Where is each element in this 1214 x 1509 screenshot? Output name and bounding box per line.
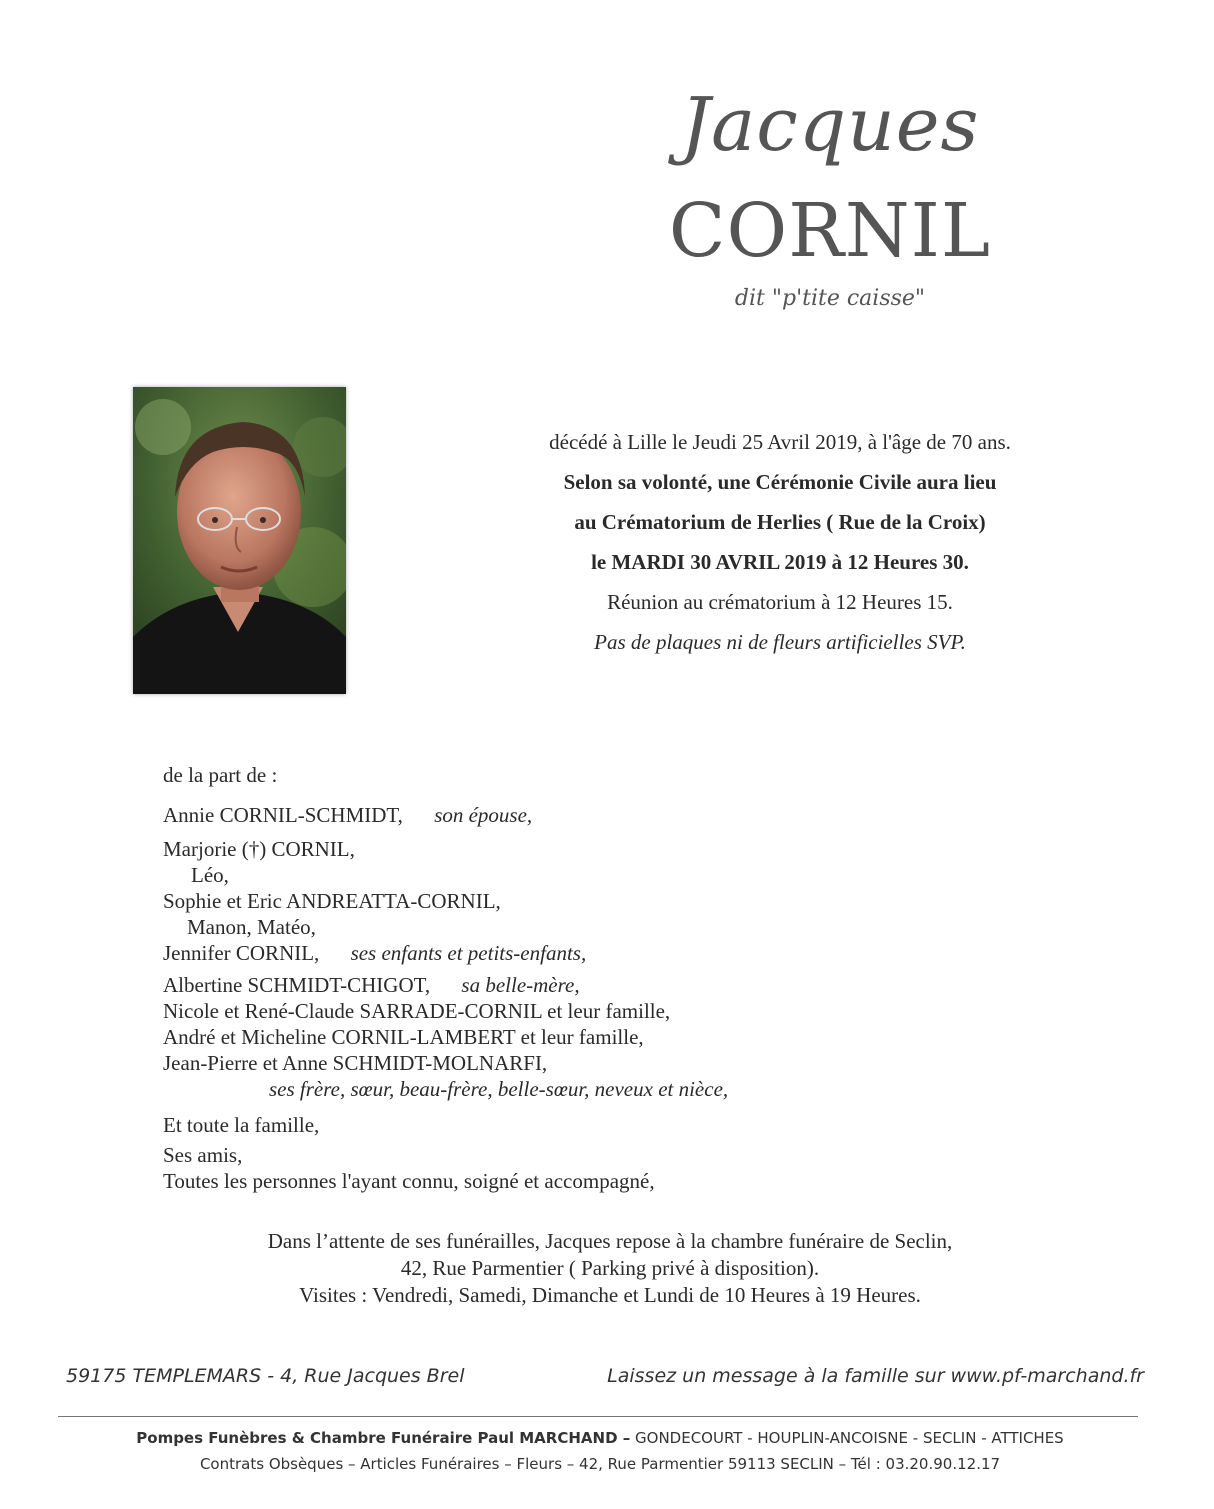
ceremony-line: Selon sa volonté, une Cérémonie Civile aura lieu [563, 470, 997, 494]
family-list [163, 762, 728, 1194]
ceremony-date: le MARDI 30 AVRIL 2019 à 12 Heures 30. [591, 550, 969, 574]
first-name: Jacques [680, 82, 980, 168]
company-towns: GONDECOURT - HOUPLIN-ANCOISNE - SECLIN - ATTICHES [630, 1429, 1064, 1447]
footer-divider [58, 1416, 1138, 1417]
meeting-time: Réunion au crématorium à 12 Heures 15. [607, 590, 953, 614]
friends-line: Ses amis, [163, 1143, 243, 1167]
family-intro: de la part de : [163, 763, 278, 787]
funeral-home-address: 59175 TEMPLEMARS - 4, Rue Jacques Brel [66, 1365, 465, 1387]
company-info [60, 1425, 1140, 1477]
visiting-hours: Visites : Vendredi, Samedi, Dimanche et Lundi de 10 Heures à 19 Heures. [299, 1283, 921, 1307]
ceremony-location: au Crématorium de Herlies ( Rue de la Croix) [574, 510, 986, 534]
extended-family: Et toute la famille, [163, 1113, 320, 1137]
company-name: Pompes Funèbres & Chambre Funéraire Paul MARCHAND – [136, 1429, 631, 1447]
last-name: CORNIL [668, 188, 992, 274]
children-relation: ses enfants et petits-enfants, [350, 941, 587, 965]
sibling-line: André et Micheline CORNIL-LAMBERT et leur famille, [163, 1025, 644, 1049]
spouse-relation: son épouse, [434, 803, 533, 827]
sibling-line: Nicole et René-Claude SARRADE-CORNIL et leur famille, [163, 999, 671, 1023]
child-line: Sophie et Eric ANDREATTA-CORNIL, [163, 889, 501, 913]
lying-in-state [160, 1228, 1060, 1309]
message-link[interactable]: Laissez un message à la famille sur www.pf-marchand.fr [607, 1365, 1144, 1387]
grandchild-line: Léo, [191, 863, 229, 887]
siblings-relation: ses frère, sœur, beau-frère, belle-sœur, neveux et nièce, [269, 1077, 729, 1101]
sibling-line: Jean-Pierre et Anne SCHMIDT-MOLNARFI, [163, 1051, 548, 1075]
portrait-photo [133, 387, 346, 694]
company-services: Contrats Obsèques – Articles Funéraires – Fleurs – 42, Rue Parmentier 59113 SECLIN – Tél : 03.20.90.12.17 [199, 1455, 1001, 1473]
mother-in-law-name: Albertine SCHMIDT-CHIGOT, [163, 973, 431, 997]
death-notice: décédé à Lille le Jeudi 25 Avril 2019, à l'âge de 70 ans. [549, 430, 1011, 454]
child-line: Marjorie (†) CORNIL, [163, 837, 355, 861]
child-line: Jennifer CORNIL, [163, 941, 320, 965]
grandchild-line: Manon, Matéo, [187, 915, 316, 939]
spouse-name: Annie CORNIL-SCHMIDT, [163, 803, 403, 827]
mother-in-law-relation: sa belle-mère, [461, 973, 580, 997]
ceremony-announcement [480, 428, 1080, 668]
flowers-note: Pas de plaques ni de fleurs artificielles SVP. [594, 630, 966, 654]
lying-in-state-address: 42, Rue Parmentier ( Parking privé à disposition). [400, 1256, 820, 1280]
portrait-image [133, 387, 346, 694]
nickname: dit "p'tite caisse" [734, 286, 926, 311]
acquaintances-line: Toutes les personnes l'ayant connu, soigné et accompagné, [163, 1169, 655, 1193]
lying-in-state-line: Dans l’attente de ses funérailles, Jacques repose à la chambre funéraire de Seclin, [267, 1229, 953, 1253]
